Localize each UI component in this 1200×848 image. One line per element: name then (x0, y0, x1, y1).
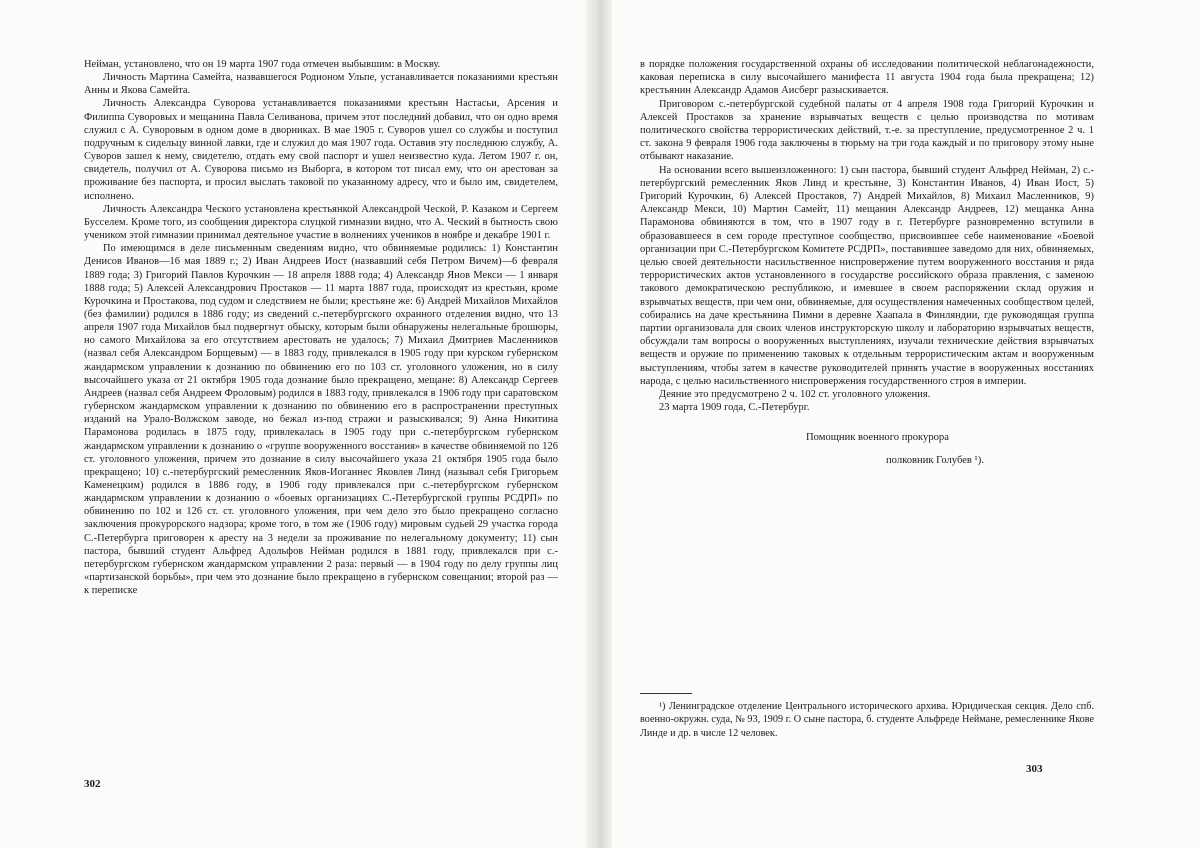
right-paragraph-5: 23 марта 1909 года, С.-Петербург. (659, 402, 810, 414)
right-paragraph-3: На основании всего вышеизложенного: 1) сын пастора, бывший студент Альфред Нейман, 2) с.-петербургский ремесленник Яков Линд и крестьяне, 3) Константин Иванов, 4) Иван Иост, 5) Григорий Курочкин, 6) Алексей Простаков, 7) Андрей Михайлов, 8) Михаил Масленников, 9) Александр Мекси, 10) Мартин Самейт, 11) мещанин Александр Андреев, 12) мещанка Анна Парамонова обвиняются в том, что в 1907 году в г. Петербурге разновременно вступили в образовавшееся в сем городе преступное сообщество, присвоившее себе наименование «Боевой организации при С.-Петербургском Комитете РСДРП», поставившее заведомо для них, обвиняемых, целью своей деятельности насильственное ниспровержение путем вооруженного восстания и ряда террористических актов установленного в государстве российского образа правления, с заменою такового демократическою республикою, и имевшее в своем распоряжении склад оружия и взрывчатых веществ, при чем они, обвиняемые, для осуществления намеченных сообществом целей, собирались на даче крестьянина Пимни в деревне Хаапала в Финляндии, где руководящая группа партии организовала для своих членов инструкторскую школу и лабораторию взрывчатых веществ, обсуждали там вопросы о вооруженных выступлениях, изучали технические действия взрывчатых веществ и оружие по применению таковых к отдельным террористическим актам и вооруженным выступлениям, чтобы затем в качестве руководителей принять участие в вооруженных восстаниях народа, с целью насильственного ниспровержения государственного строя в империи. (640, 164, 1094, 387)
left-paragraph-2: Личность Мартина Самейта, назвавшегося Родионом Ульпе, устанавливается показаниями крестьян Анны и Якова Самейта. (84, 72, 558, 97)
left-paragraph-3: Личность Александра Суворова устанавливается показаниями крестьян Настасьи, Арсения и Филиппа Суворовых и мещанина Павла Селиванова, причем этот последний добавил, что он одно время служил с А. Суворовым в одном доме в дворниках. В мае 1905 г. Суворов ушел со службы и поступил подручным к сидельцу винной лавки, где и служил до мая 1907 года. Оставив эту последнюю службу, А. Суворов зашел к нему, свидетелю, отдать ему свой паспорт и ушел неизвестно куда. Летом 1907 г. он, свидетель, получил от А. Суворова письмо из Выборга, в котором тот писал ему, что он арестован за проживание без паспорта, и просил выслать таковой по указанному адресу, что и было им, свидетелем, исполнено. (84, 98, 558, 202)
left-paragraph-5: По имеющимся в деле письменным сведениям видно, что обвиняемые родились: 1) Константин Денисов Иванов—16 мая 1889 г.; 2) Иван Андреев Иост (назвавший себя Петром Вичем)—6 февраля 1889 года; 3) Григорий Павлов Курочкин — 18 апреля 1888 года; 4) Александр Янов Мекси — 1 января 1888 года; 5) Алексей Александрович Простаков — 11 марта 1887 года, происходят из крестьян, кроме Курочкина и Простакова, под судом и следствием не были; крестьяне же: 6) Андрей Михайлов Михайлов (без фамилии) родился в 1886 году; из сведений с.-петербургского охранного отделения видно, что 13 апреля 1907 года Михайлов был подвергнут обыску, которым были обнаружены нелегальные брошюры, но самого Михайлова за его отсутствием арестовать не удалось; 7) Михаил Дмитриев Масленников (назвал себя Александром Борщевым) — в 1883 году, привлекался в 1905 году при курском губернском жандармском управлении к дознанию по обвинению его по 103 ст. уголовного уложения, но в силу высочайшего указа от 21 октября 1905 года дознание было прекращено, мещане: 8) Александр Сергеев Андреев (назвал себя Андреем Фроловым) родился в 1883 году, привлекался в 1906 году при саратовском губернском жандармском управлении к дознанию по обвинению его в распространении преступных изданий на Урало-Волжском заводе, но бежал из-под стражи и разыскивался; 9) Анна Никитина Парамонова родилась в 1875 году, привлекалась в 1905 году при с.-петербургском губернском жандармском управлении к дознанию о «группе вооруженного восстания» в качестве обвиняемой по 126 ст. уголовного уложения, причем это дознание в силу высочайшего указа 21 октября 1905 года было прекращено; 10) с.-петербургский ремесленник Яков-Иоганнес Яковлев Линд (называл себя Григорьем Каменецким) родился в 1886 году, в 1906 году привлекался при с.-петербургском губернском жандармском управлении к дознанию о «боевых организациях С.-Петербургской группы РСДРП» по обвинению по 102 и 126 ст. ст. уголовного уложения, при чем дело это было прекращено согласно заключения прокурорского надзора; кроме того, в том же (1906 году) мировым судьей 29 участка города С.-Петербурга приговорен к аресту на 3 недели за проживание по нелегальному документу; 11) сын пастора, бывший студент Альфред Адольфов Нейман родился в 1881 году, привлекался при с.-петербургском губернском жандармском управлении 2 раза: первый — в 1904 году по делу группы лиц «партизанской борьбы», при чем это дознание было прекращено в губернском совещании; второй раз — к переписке (84, 243, 558, 597)
left-page-number: 302 (84, 778, 101, 790)
signature-name: полковник Голубев ¹). (886, 455, 984, 467)
footnote-text: ¹) Ленинградское отделение Центрального исторического архива. Юридическая секция. Дело спб. военно-окружн. суда, № 93, 1909 г. О сыне пастора, б. студенте Альфреде Неймане, ремесленнике Якове Линде и др. в числе 12 человек. (640, 701, 1094, 739)
signature-title: Помощник военного прокурора (806, 432, 949, 444)
left-page (84, 58, 558, 597)
right-paragraph-4: Деяние это предусмотрено 2 ч. 102 ст. уголовного уложения. (659, 389, 931, 401)
footnote-rule (640, 693, 692, 694)
right-page-number: 303 (1026, 763, 1043, 775)
footnote (640, 700, 1094, 740)
right-paragraph-2: Приговором с.-петербургской судебной палаты от 4 апреля 1908 года Григорий Курочкин и Алексей Простаков за хранение взрывчатых веществ с целью производства по мотивам политического свойства террористических действий, т.-е. за преступление, предусмотренное 2 ч. 1 ст. закона 9 февраля 1906 года заключены в тюрьму на три года каждый и по приговору этому ныне отбывают наказание. (640, 98, 1094, 163)
right-paragraph-1: в порядке положения государственной охраны об исследовании политической неблагонадежности, каковая переписка в силу высочайшего манифеста 11 августа 1904 года была прекращена; 12) крестьянин Александр Адамов Аисберг разыскивается. (640, 59, 1094, 97)
right-page (640, 58, 1094, 466)
left-paragraph-4: Личность Александра Ческого установлена крестьянкой Александрой Ческой, Р. Казаком и Сергеем Бусселем. Кроме того, из сообщения директора слуцкой гимназии видно, что А. Ческий в бытность свою учеником этой гимназии принимал деятельное участие в волнениях учеников в ноябре и декабре 1901 г. (84, 203, 558, 242)
book-gutter (586, 0, 612, 848)
left-paragraph-1: Нейман, установлено, что он 19 марта 1907 года отмечен выбывшим: в Москву. (84, 59, 441, 70)
